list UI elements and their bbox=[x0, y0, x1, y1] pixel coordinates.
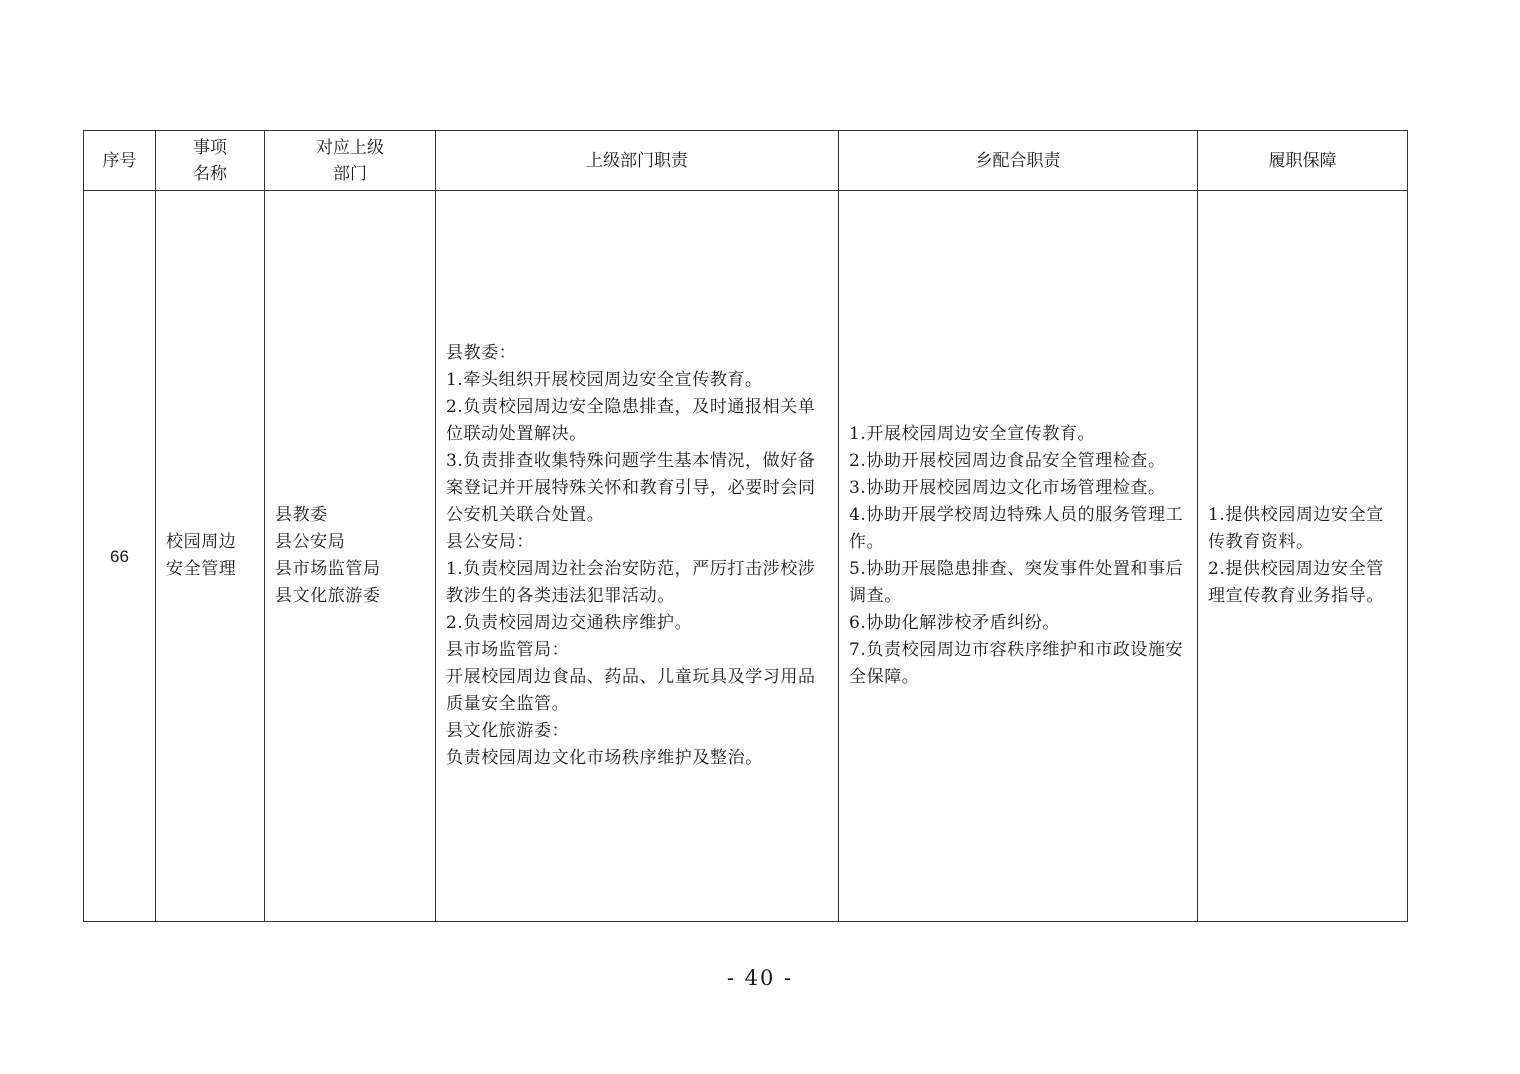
table-row bbox=[84, 191, 1408, 922]
cell-seq: 66 bbox=[84, 191, 156, 922]
duty-table bbox=[83, 130, 1408, 922]
upper-duty-line: 1.负责校园周边社会治安防范，严厉打击涉校涉教涉生的各类违法犯罪活动。 bbox=[446, 559, 816, 606]
township-duty-line: 4.协助开展学校周边特殊人员的服务管理工作。 bbox=[849, 505, 1184, 552]
township-duty-line: 2.协助开展校园周边食品安全管理检查。 bbox=[849, 451, 1166, 471]
guarantee-line: 1.提供校园周边安全宣传教育资料。 bbox=[1208, 505, 1384, 552]
header-upper-dept-line: 部门 bbox=[333, 163, 367, 183]
header-upper-dept bbox=[265, 131, 436, 191]
item-name-line: 安全管理 bbox=[166, 559, 237, 579]
page-number: - 40 - bbox=[726, 966, 794, 990]
cell-item-name bbox=[156, 191, 265, 922]
upper-duty-line: 县公安局： bbox=[446, 532, 534, 552]
dept-line: 县教委 bbox=[275, 505, 328, 525]
header-item-name-line: 事项 bbox=[193, 137, 227, 157]
cell-guarantee bbox=[1198, 191, 1408, 922]
township-duty-line: 6.协助化解涉校矛盾纠纷。 bbox=[849, 613, 1061, 633]
header-upper-duty: 上级部门职责 bbox=[436, 131, 839, 191]
dept-line: 县文化旅游委 bbox=[275, 586, 381, 606]
cell-upper-duty bbox=[436, 191, 839, 922]
township-duty-line: 5.协助开展隐患排查、突发事件处置和事后调查。 bbox=[849, 559, 1184, 606]
header-township-duty: 乡配合职责 bbox=[839, 131, 1198, 191]
header-guarantee: 履职保障 bbox=[1198, 131, 1408, 191]
upper-duty-line: 县市场监管局： bbox=[446, 640, 570, 660]
upper-duty-line: 3.负责排查收集特殊问题学生基本情况，做好备案登记并开展特殊关怀和教育引导，必要时会同公安机关联合处置。 bbox=[446, 451, 816, 525]
township-duty-line: 7.负责校园周边市容秩序维护和市政设施安全保障。 bbox=[849, 640, 1184, 687]
header-seq: 序号 bbox=[84, 131, 156, 191]
header-item-name-line: 名称 bbox=[193, 163, 227, 183]
township-duty-line: 1.开展校园周边安全宣传教育。 bbox=[849, 424, 1096, 444]
cell-upper-dept bbox=[265, 191, 436, 922]
header-item-name bbox=[156, 131, 265, 191]
upper-duty-line: 县教委： bbox=[446, 343, 517, 363]
dept-line: 县公安局 bbox=[275, 532, 346, 552]
item-name-line: 校园周边 bbox=[166, 532, 237, 552]
header-upper-dept-line: 对应上级 bbox=[316, 137, 384, 157]
dept-line: 县市场监管局 bbox=[275, 559, 381, 579]
upper-duty-line: 县文化旅游委： bbox=[446, 721, 570, 741]
header-row bbox=[84, 131, 1408, 191]
upper-duty-line: 2.负责校园周边安全隐患排查，及时通报相关单位联动处置解决。 bbox=[446, 397, 816, 444]
upper-duty-line: 开展校园周边食品、药品、儿童玩具及学习用品质量安全监管。 bbox=[446, 667, 816, 714]
cell-township-duty bbox=[839, 191, 1198, 922]
guarantee-line: 2.提供校园周边安全管理宣传教育业务指导。 bbox=[1208, 559, 1384, 606]
township-duty-line: 3.协助开展校园周边文化市场管理检查。 bbox=[849, 478, 1166, 498]
upper-duty-line: 负责校园周边文化市场秩序维护及整治。 bbox=[446, 748, 763, 768]
upper-duty-line: 1.牵头组织开展校园周边安全宣传教育。 bbox=[446, 370, 763, 390]
upper-duty-line: 2.负责校园周边交通秩序维护。 bbox=[446, 613, 693, 633]
